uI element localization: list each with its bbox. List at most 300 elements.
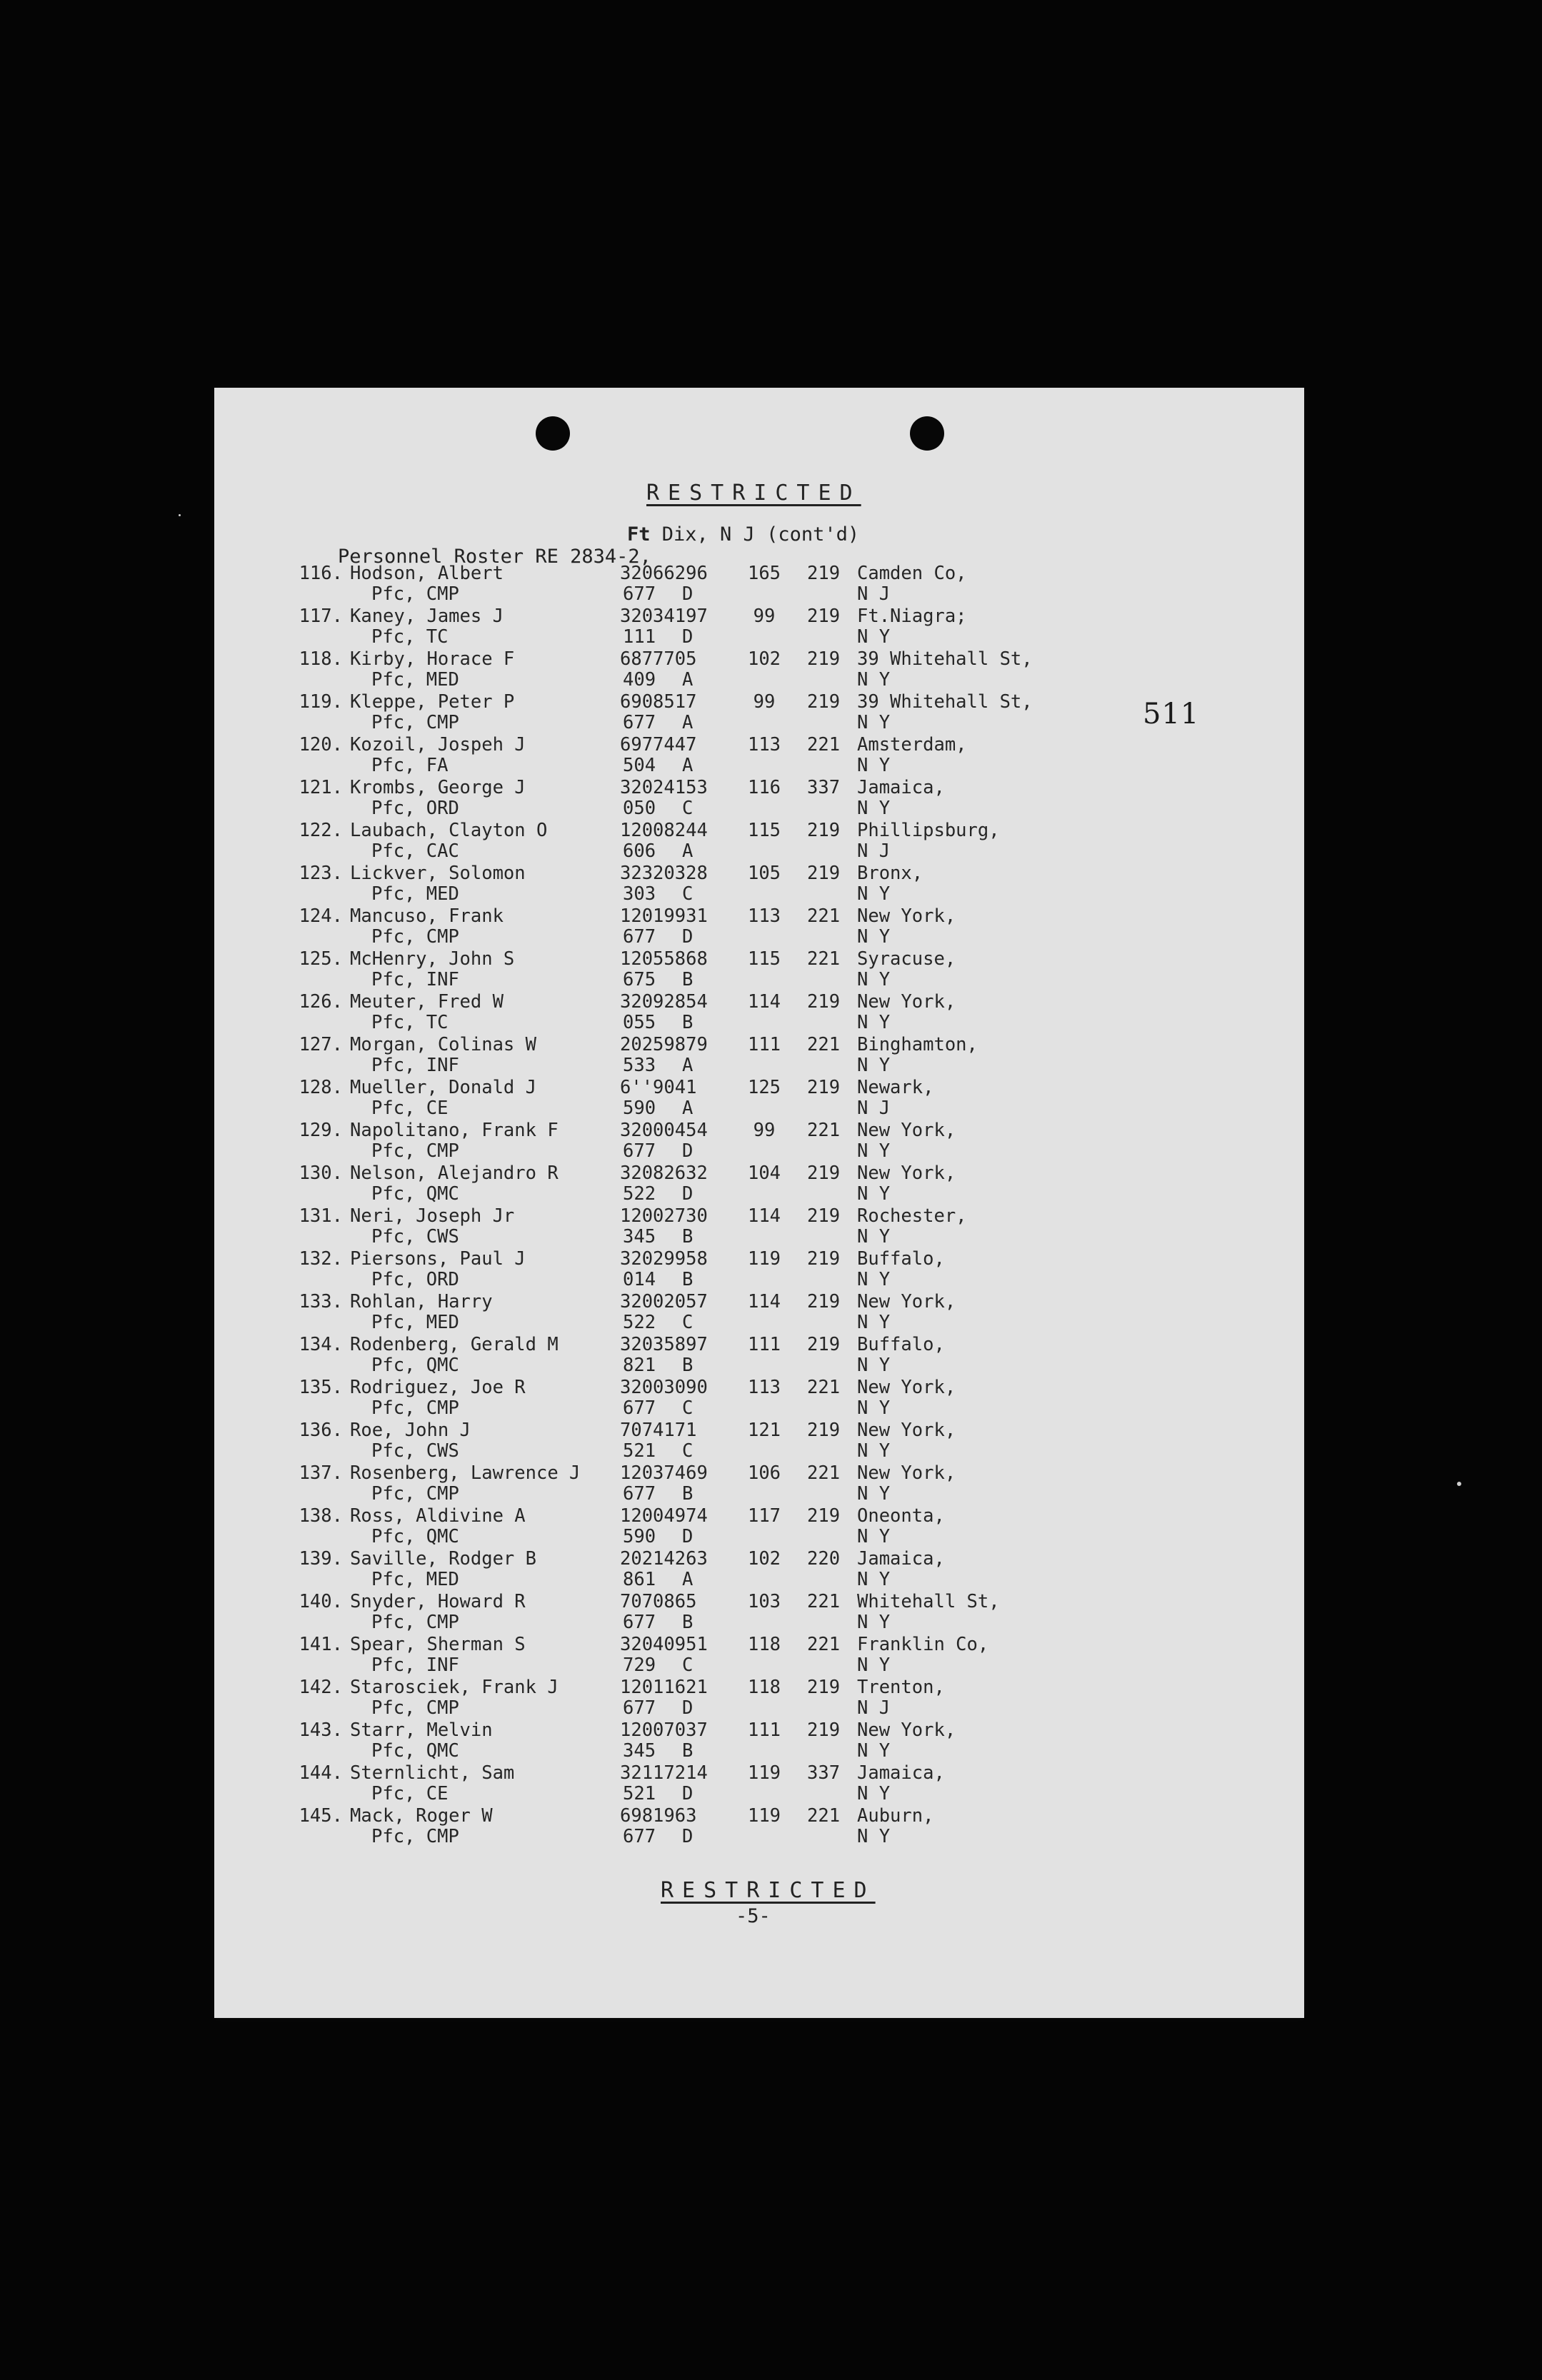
home-town: Jamaica, bbox=[857, 777, 945, 798]
code-2: 219 bbox=[807, 1420, 841, 1441]
home-state: N Y bbox=[857, 1783, 891, 1804]
dust-speck bbox=[179, 514, 181, 516]
personnel-name: Kirby, Horace F bbox=[350, 648, 515, 670]
roster-entry bbox=[286, 1548, 1286, 1591]
grade-letter: B bbox=[682, 1269, 694, 1290]
entry-number: 137. bbox=[299, 1462, 343, 1484]
code-2: 221 bbox=[807, 1120, 841, 1141]
classification-marking-bottom: RESTRICTED bbox=[661, 1878, 876, 1903]
personnel-name: Sternlicht, Sam bbox=[350, 1762, 515, 1784]
personnel-name: Napolitano, Frank F bbox=[350, 1120, 559, 1141]
home-state: N Y bbox=[857, 712, 891, 733]
page-number: -5- bbox=[736, 1905, 771, 1927]
serial-number: 6977447 bbox=[620, 734, 697, 755]
home-state: N Y bbox=[857, 1826, 891, 1847]
rank-branch: Pfc, CE bbox=[371, 1098, 449, 1119]
entry-number: 144. bbox=[299, 1762, 343, 1784]
roster-entry bbox=[286, 1462, 1286, 1505]
personnel-name: Morgan, Colinas W bbox=[350, 1034, 536, 1055]
grade-letter: A bbox=[682, 755, 694, 776]
code-1: 113 bbox=[747, 1377, 781, 1398]
home-town: Jamaica, bbox=[857, 1548, 945, 1570]
roster-entry bbox=[286, 1634, 1286, 1677]
grade-letter: A bbox=[682, 712, 694, 733]
home-state: N Y bbox=[857, 669, 891, 691]
code-1: 119 bbox=[747, 1248, 781, 1270]
home-town: New York, bbox=[857, 905, 956, 927]
grade-letter: D bbox=[682, 1140, 694, 1162]
rank-branch: Pfc, QMC bbox=[371, 1355, 459, 1376]
serial-number: 32066296 bbox=[620, 563, 708, 584]
home-town: Syracuse, bbox=[857, 948, 956, 970]
code-2: 219 bbox=[807, 1291, 841, 1312]
entry-number: 140. bbox=[299, 1591, 343, 1612]
home-state: N Y bbox=[857, 1440, 891, 1462]
code-1: 111 bbox=[747, 1334, 781, 1355]
roster-entry bbox=[286, 991, 1286, 1034]
grade-letter: D bbox=[682, 1526, 694, 1547]
rank-branch: Pfc, QMC bbox=[371, 1740, 459, 1762]
serial-number: 7070865 bbox=[620, 1591, 697, 1612]
entry-number: 125. bbox=[299, 948, 343, 970]
rank-branch: Pfc, CAC bbox=[371, 840, 459, 862]
roster-entry bbox=[286, 648, 1286, 691]
home-town: New York, bbox=[857, 1377, 956, 1398]
mos-code: 821 bbox=[623, 1355, 656, 1376]
personnel-name: Mueller, Donald J bbox=[350, 1077, 536, 1098]
roster-entry bbox=[286, 1591, 1286, 1634]
rank-branch: Pfc, CMP bbox=[371, 1397, 459, 1419]
serial-number: 32002057 bbox=[620, 1291, 708, 1312]
entry-number: 119. bbox=[299, 691, 343, 713]
mos-code: 606 bbox=[623, 840, 656, 862]
code-1: 105 bbox=[747, 863, 781, 884]
roster-entry bbox=[286, 1762, 1286, 1805]
code-1: 99 bbox=[753, 606, 776, 627]
code-1: 116 bbox=[747, 777, 781, 798]
code-2: 221 bbox=[807, 1377, 841, 1398]
grade-letter: D bbox=[682, 926, 694, 948]
mos-code: 522 bbox=[623, 1183, 656, 1205]
home-town: Auburn, bbox=[857, 1805, 934, 1827]
roster-title: Personnel Roster RE 2834-2, bbox=[338, 546, 651, 568]
entry-number: 124. bbox=[299, 905, 343, 927]
mos-code: 677 bbox=[623, 1140, 656, 1162]
code-2: 221 bbox=[807, 1462, 841, 1484]
personnel-name: Kleppe, Peter P bbox=[350, 691, 515, 713]
code-2: 219 bbox=[807, 1163, 841, 1184]
home-state: N Y bbox=[857, 1483, 891, 1505]
code-2: 220 bbox=[807, 1548, 841, 1570]
serial-number: 12002730 bbox=[620, 1205, 708, 1227]
serial-number: 12008244 bbox=[620, 820, 708, 841]
code-1: 115 bbox=[747, 820, 781, 841]
grade-letter: B bbox=[682, 1483, 694, 1505]
serial-number: 6877705 bbox=[620, 648, 697, 670]
entry-number: 139. bbox=[299, 1548, 343, 1570]
code-1: 103 bbox=[747, 1591, 781, 1612]
code-1: 114 bbox=[747, 991, 781, 1013]
home-state: N Y bbox=[857, 1183, 891, 1205]
home-town: Franklin Co, bbox=[857, 1634, 989, 1655]
personnel-name: Starr, Melvin bbox=[350, 1719, 493, 1741]
code-1: 106 bbox=[747, 1462, 781, 1484]
serial-number: 20214263 bbox=[620, 1548, 708, 1570]
entry-number: 145. bbox=[299, 1805, 343, 1827]
roster-entry bbox=[286, 1077, 1286, 1120]
rank-branch: Pfc, INF bbox=[371, 1055, 459, 1076]
grade-letter: C bbox=[682, 883, 694, 905]
serial-number: 12037469 bbox=[620, 1462, 708, 1484]
grade-letter: B bbox=[682, 969, 694, 990]
home-town: New York, bbox=[857, 1291, 956, 1312]
mos-code: 111 bbox=[623, 626, 656, 648]
mos-code: 590 bbox=[623, 1526, 656, 1547]
home-town: Jamaica, bbox=[857, 1762, 945, 1784]
rank-branch: Pfc, INF bbox=[371, 969, 459, 990]
code-2: 221 bbox=[807, 905, 841, 927]
rank-branch: Pfc, ORD bbox=[371, 1269, 459, 1290]
home-state: N Y bbox=[857, 755, 891, 776]
mos-code: 729 bbox=[623, 1655, 656, 1676]
code-2: 219 bbox=[807, 863, 841, 884]
grade-letter: B bbox=[682, 1355, 694, 1376]
roster-entry bbox=[286, 563, 1286, 606]
home-town: Buffalo, bbox=[857, 1334, 945, 1355]
code-2: 221 bbox=[807, 1634, 841, 1655]
code-2: 219 bbox=[807, 1248, 841, 1270]
home-town: New York, bbox=[857, 991, 956, 1013]
code-2: 221 bbox=[807, 1805, 841, 1827]
dust-speck bbox=[1457, 1482, 1461, 1486]
document-page bbox=[214, 388, 1304, 2018]
roster-entry bbox=[286, 1719, 1286, 1762]
grade-letter: C bbox=[682, 1440, 694, 1462]
code-2: 219 bbox=[807, 1505, 841, 1527]
rank-branch: Pfc, INF bbox=[371, 1655, 459, 1676]
code-1: 104 bbox=[747, 1163, 781, 1184]
mos-code: 677 bbox=[623, 583, 656, 605]
mos-code: 303 bbox=[623, 883, 656, 905]
serial-number: 12004974 bbox=[620, 1505, 708, 1527]
rank-branch: Pfc, TC bbox=[371, 1012, 449, 1033]
home-town: 39 Whitehall St, bbox=[857, 691, 1033, 713]
code-2: 219 bbox=[807, 1205, 841, 1227]
home-state: N Y bbox=[857, 1226, 891, 1247]
home-state: N Y bbox=[857, 1312, 891, 1333]
code-2: 221 bbox=[807, 734, 841, 755]
personnel-name: Ross, Aldivine A bbox=[350, 1505, 526, 1527]
entry-number: 131. bbox=[299, 1205, 343, 1227]
personnel-name: Piersons, Paul J bbox=[350, 1248, 526, 1270]
code-1: 119 bbox=[747, 1805, 781, 1827]
mos-code: 677 bbox=[623, 1612, 656, 1633]
code-2: 221 bbox=[807, 1591, 841, 1612]
home-town: Newark, bbox=[857, 1077, 934, 1098]
personnel-name: Lickver, Solomon bbox=[350, 863, 526, 884]
entry-number: 138. bbox=[299, 1505, 343, 1527]
personnel-name: Laubach, Clayton O bbox=[350, 820, 548, 841]
home-town: Phillipsburg, bbox=[857, 820, 1000, 841]
mos-code: 861 bbox=[623, 1569, 656, 1590]
home-state: N Y bbox=[857, 1355, 891, 1376]
personnel-name: Rosenberg, Lawrence J bbox=[350, 1462, 581, 1484]
mos-code: 677 bbox=[623, 1826, 656, 1847]
serial-number: 32000454 bbox=[620, 1120, 708, 1141]
rank-branch: Pfc, TC bbox=[371, 626, 449, 648]
home-town: Oneonta, bbox=[857, 1505, 945, 1527]
home-town: Whitehall St, bbox=[857, 1591, 1000, 1612]
rank-branch: Pfc, CWS bbox=[371, 1226, 459, 1247]
home-town: New York, bbox=[857, 1163, 956, 1184]
home-state: N Y bbox=[857, 1569, 891, 1590]
mos-code: 677 bbox=[623, 712, 656, 733]
serial-number: 6908517 bbox=[620, 691, 697, 713]
code-1: 119 bbox=[747, 1762, 781, 1784]
grade-letter: A bbox=[682, 1569, 694, 1590]
roster-entry bbox=[286, 1334, 1286, 1377]
code-1: 114 bbox=[747, 1291, 781, 1312]
code-1: 115 bbox=[747, 948, 781, 970]
personnel-name: Kozoil, Jospeh J bbox=[350, 734, 526, 755]
rank-branch: Pfc, FA bbox=[371, 755, 449, 776]
home-state: N J bbox=[857, 840, 891, 862]
rank-branch: Pfc, CMP bbox=[371, 583, 459, 605]
grade-letter: A bbox=[682, 840, 694, 862]
code-2: 219 bbox=[807, 606, 841, 627]
entry-number: 126. bbox=[299, 991, 343, 1013]
entry-number: 120. bbox=[299, 734, 343, 755]
mos-code: 590 bbox=[623, 1098, 656, 1119]
code-1: 113 bbox=[747, 905, 781, 927]
code-1: 165 bbox=[747, 563, 781, 584]
entry-number: 127. bbox=[299, 1034, 343, 1055]
punch-hole-left bbox=[536, 416, 570, 451]
code-2: 219 bbox=[807, 691, 841, 713]
roster-entry bbox=[286, 1248, 1286, 1291]
personnel-name: Mack, Roger W bbox=[350, 1805, 493, 1827]
roster-entry bbox=[286, 1420, 1286, 1462]
grade-letter: C bbox=[682, 1655, 694, 1676]
grade-letter: D bbox=[682, 1697, 694, 1719]
entry-number: 134. bbox=[299, 1334, 343, 1355]
serial-number: 32040951 bbox=[620, 1634, 708, 1655]
entry-number: 142. bbox=[299, 1677, 343, 1698]
grade-letter: C bbox=[682, 1312, 694, 1333]
serial-number: 12007037 bbox=[620, 1719, 708, 1741]
roster-entry bbox=[286, 691, 1286, 734]
home-state: N Y bbox=[857, 798, 891, 819]
roster-entry bbox=[286, 905, 1286, 948]
serial-number: 20259879 bbox=[620, 1034, 708, 1055]
code-1: 99 bbox=[753, 1120, 776, 1141]
code-1: 125 bbox=[747, 1077, 781, 1098]
home-state: N Y bbox=[857, 1397, 891, 1419]
rank-branch: Pfc, ORD bbox=[371, 798, 459, 819]
home-town: Trenton, bbox=[857, 1677, 945, 1698]
roster-list bbox=[286, 563, 1286, 1848]
entry-number: 117. bbox=[299, 606, 343, 627]
serial-number: 32034197 bbox=[620, 606, 708, 627]
personnel-name: Rodriguez, Joe R bbox=[350, 1377, 526, 1398]
home-town: New York, bbox=[857, 1120, 956, 1141]
mos-code: 522 bbox=[623, 1312, 656, 1333]
roster-entry bbox=[286, 1805, 1286, 1848]
rank-branch: Pfc, CMP bbox=[371, 1612, 459, 1633]
mos-code: 055 bbox=[623, 1012, 656, 1033]
home-state: N Y bbox=[857, 883, 891, 905]
rank-branch: Pfc, MED bbox=[371, 1312, 459, 1333]
roster-entry bbox=[286, 820, 1286, 863]
entry-number: 121. bbox=[299, 777, 343, 798]
code-1: 118 bbox=[747, 1634, 781, 1655]
entry-number: 135. bbox=[299, 1377, 343, 1398]
location-detail: Dix, N J (cont'd) bbox=[650, 523, 860, 546]
grade-letter: A bbox=[682, 669, 694, 691]
mos-code: 409 bbox=[623, 669, 656, 691]
mos-code: 675 bbox=[623, 969, 656, 990]
home-town: 39 Whitehall St, bbox=[857, 648, 1033, 670]
rank-branch: Pfc, CMP bbox=[371, 712, 459, 733]
rank-branch: Pfc, MED bbox=[371, 1569, 459, 1590]
home-state: N J bbox=[857, 1098, 891, 1119]
entry-number: 132. bbox=[299, 1248, 343, 1270]
entry-number: 143. bbox=[299, 1719, 343, 1741]
grade-letter: C bbox=[682, 798, 694, 819]
grade-letter: B bbox=[682, 1226, 694, 1247]
rank-branch: Pfc, CWS bbox=[371, 1440, 459, 1462]
personnel-name: Starosciek, Frank J bbox=[350, 1677, 559, 1698]
code-1: 99 bbox=[753, 691, 776, 713]
personnel-name: Roe, John J bbox=[350, 1420, 471, 1441]
serial-number: 32320328 bbox=[620, 863, 708, 884]
rank-branch: Pfc, CMP bbox=[371, 1140, 459, 1162]
code-2: 337 bbox=[807, 1762, 841, 1784]
page-stamp-number: 511 bbox=[1143, 698, 1200, 730]
rank-branch: Pfc, MED bbox=[371, 669, 459, 691]
code-1: 102 bbox=[747, 648, 781, 670]
code-2: 219 bbox=[807, 1077, 841, 1098]
mos-code: 677 bbox=[623, 1483, 656, 1505]
classification-marking-top: RESTRICTED bbox=[646, 481, 861, 506]
grade-letter: D bbox=[682, 583, 694, 605]
entry-number: 141. bbox=[299, 1634, 343, 1655]
rank-branch: Pfc, QMC bbox=[371, 1183, 459, 1205]
personnel-name: Meuter, Fred W bbox=[350, 991, 504, 1013]
personnel-name: Snyder, Howard R bbox=[350, 1591, 526, 1612]
mos-code: 345 bbox=[623, 1226, 656, 1247]
roster-location bbox=[627, 523, 859, 546]
location-ft: Ft bbox=[627, 523, 651, 546]
roster-entry bbox=[286, 1120, 1286, 1163]
rank-branch: Pfc, CMP bbox=[371, 926, 459, 948]
roster-entry bbox=[286, 863, 1286, 905]
roster-entry bbox=[286, 734, 1286, 777]
serial-number: 7074171 bbox=[620, 1420, 697, 1441]
entry-number: 122. bbox=[299, 820, 343, 841]
home-town: Binghamton, bbox=[857, 1034, 978, 1055]
roster-entry bbox=[286, 606, 1286, 648]
roster-entry bbox=[286, 1677, 1286, 1719]
code-1: 114 bbox=[747, 1205, 781, 1227]
serial-number: 32117214 bbox=[620, 1762, 708, 1784]
code-2: 219 bbox=[807, 1334, 841, 1355]
roster-entry bbox=[286, 1205, 1286, 1248]
code-1: 113 bbox=[747, 734, 781, 755]
grade-letter: B bbox=[682, 1012, 694, 1033]
home-town: Bronx, bbox=[857, 863, 923, 884]
mos-code: 677 bbox=[623, 926, 656, 948]
roster-entry bbox=[286, 1163, 1286, 1205]
serial-number: 32035897 bbox=[620, 1334, 708, 1355]
roster-entry bbox=[286, 948, 1286, 991]
grade-letter: B bbox=[682, 1740, 694, 1762]
personnel-name: Hodson, Albert bbox=[350, 563, 504, 584]
home-state: N Y bbox=[857, 626, 891, 648]
serial-number: 12055868 bbox=[620, 948, 708, 970]
rank-branch: Pfc, MED bbox=[371, 883, 459, 905]
mos-code: 521 bbox=[623, 1783, 656, 1804]
personnel-name: Nelson, Alejandro R bbox=[350, 1163, 559, 1184]
home-town: Rochester, bbox=[857, 1205, 967, 1227]
roster-entry bbox=[286, 1034, 1286, 1077]
serial-number: 32092854 bbox=[620, 991, 708, 1013]
home-state: N J bbox=[857, 1697, 891, 1719]
code-2: 219 bbox=[807, 991, 841, 1013]
code-1: 118 bbox=[747, 1677, 781, 1698]
grade-letter: D bbox=[682, 1783, 694, 1804]
grade-letter: D bbox=[682, 626, 694, 648]
home-state: N Y bbox=[857, 1655, 891, 1676]
home-town: New York, bbox=[857, 1420, 956, 1441]
code-2: 219 bbox=[807, 563, 841, 584]
home-state: N Y bbox=[857, 1526, 891, 1547]
home-state: N Y bbox=[857, 1140, 891, 1162]
code-2: 219 bbox=[807, 820, 841, 841]
personnel-name: Saville, Rodger B bbox=[350, 1548, 536, 1570]
home-town: Buffalo, bbox=[857, 1248, 945, 1270]
entry-number: 133. bbox=[299, 1291, 343, 1312]
serial-number: 32024153 bbox=[620, 777, 708, 798]
code-1: 117 bbox=[747, 1505, 781, 1527]
mos-code: 677 bbox=[623, 1697, 656, 1719]
punch-hole-right bbox=[910, 416, 944, 451]
home-state: N Y bbox=[857, 926, 891, 948]
serial-number: 6981963 bbox=[620, 1805, 697, 1827]
code-2: 219 bbox=[807, 1677, 841, 1698]
grade-letter: D bbox=[682, 1826, 694, 1847]
rank-branch: Pfc, CMP bbox=[371, 1697, 459, 1719]
serial-number: 32003090 bbox=[620, 1377, 708, 1398]
home-state: N Y bbox=[857, 1740, 891, 1762]
entry-number: 129. bbox=[299, 1120, 343, 1141]
roster-entry bbox=[286, 1377, 1286, 1420]
code-2: 221 bbox=[807, 1034, 841, 1055]
serial-number: 32082632 bbox=[620, 1163, 708, 1184]
mos-code: 050 bbox=[623, 798, 656, 819]
serial-number: 32029958 bbox=[620, 1248, 708, 1270]
personnel-name: McHenry, John S bbox=[350, 948, 515, 970]
code-1: 111 bbox=[747, 1034, 781, 1055]
serial-number: 12019931 bbox=[620, 905, 708, 927]
home-state: N Y bbox=[857, 1269, 891, 1290]
roster-entry bbox=[286, 1505, 1286, 1548]
home-town: New York, bbox=[857, 1462, 956, 1484]
home-town: Ft.Niagra; bbox=[857, 606, 967, 627]
roster-entry bbox=[286, 777, 1286, 820]
entry-number: 123. bbox=[299, 863, 343, 884]
home-state: N Y bbox=[857, 969, 891, 990]
